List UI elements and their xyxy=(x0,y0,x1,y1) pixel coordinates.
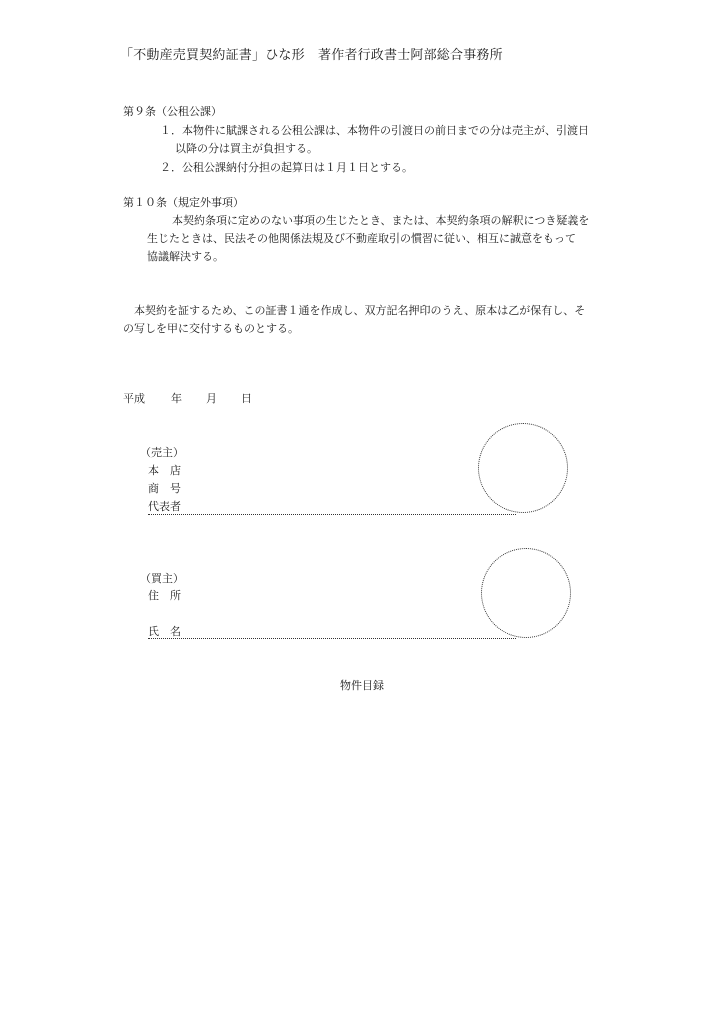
buyer-label: （買主） xyxy=(140,572,184,585)
buyer-address: 住 所 xyxy=(148,589,181,602)
article-9-item-2: ２．公租公課納付分担の起算日は１月１日とする。 xyxy=(160,161,413,174)
buyer-name: 氏 名 xyxy=(148,625,181,638)
article-10-line-2: 生じたときは、民法その他関係法規及び不動産取引の慣習に従い、相互に誠意をもって xyxy=(147,232,576,245)
buyer-signature-line xyxy=(148,638,516,639)
article-10-line-3: 協議解決する。 xyxy=(147,250,224,263)
closing-line-2: の写しを甲に交付するものとする。 xyxy=(123,322,299,335)
date-month: 月 xyxy=(206,392,217,405)
date-year: 年 xyxy=(171,392,182,405)
article-9-item-1-line-1: １．本物件に賦課される公租公課は、本物件の引渡日の前日までの分は売主が、引渡日 xyxy=(160,124,589,137)
property-list-title: 物件目録 xyxy=(340,679,384,692)
seller-office: 本 店 xyxy=(148,464,181,477)
buyer-seal-circle xyxy=(481,548,571,638)
date-era: 平成 xyxy=(123,392,145,405)
date-day: 日 xyxy=(241,392,252,405)
seller-seal-circle xyxy=(478,423,568,513)
article-10-line-1: 本契約条項に定めのない事項の生じたとき、または、本契約条項の解釈につき疑義を xyxy=(172,214,590,227)
seller-label: （売主） xyxy=(140,446,184,459)
document-header: 「不動産売買契約証書」ひな形 著作者行政書士阿部総合事務所 xyxy=(120,48,503,63)
article-9-item-1-line-2: 以降の分は買主が負担する。 xyxy=(175,142,318,155)
seller-representative: 代表者 xyxy=(148,500,181,513)
article-10-heading: 第１０条（規定外事項） xyxy=(123,196,244,209)
article-9-heading: 第９条（公租公課） xyxy=(123,105,222,118)
closing-line-1: 本契約を証するため、この証書１通を作成し、双方記名押印のうえ、原本は乙が保有し、そ xyxy=(134,304,586,317)
seller-signature-line xyxy=(148,514,516,515)
seller-trade-name: 商 号 xyxy=(148,482,181,495)
